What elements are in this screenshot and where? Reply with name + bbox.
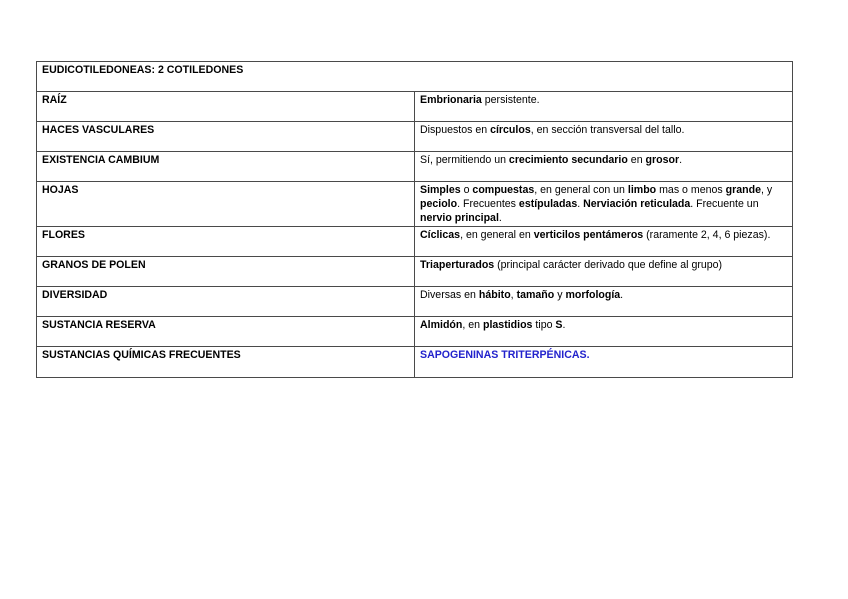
text-run: .	[679, 154, 683, 166]
text-run: . Frecuente un	[690, 198, 759, 210]
table-row	[37, 92, 793, 122]
text-run: , en general en	[460, 229, 534, 241]
row-label: RAÍZ	[37, 92, 415, 122]
text-run: .	[577, 198, 584, 210]
table-row	[37, 227, 793, 257]
bold-text-run: Almidón	[420, 319, 463, 331]
row-label: EXISTENCIA CAMBIUM	[37, 152, 415, 182]
text-run: ,	[510, 289, 517, 301]
text-run: , en general con un	[534, 184, 628, 196]
table-title: EUDICOTILEDONEAS: 2 COTILEDONES	[37, 62, 793, 92]
text-run: .	[562, 319, 566, 331]
bold-text-run: grosor	[645, 154, 680, 166]
text-run: Dispuestos en	[420, 124, 491, 136]
table-row	[37, 287, 793, 317]
text-run: Diversas en	[420, 289, 479, 301]
table-header-row	[37, 62, 793, 92]
bold-text-run: peciolo	[420, 198, 458, 210]
row-label: SUSTANCIAS QUÍMICAS FRECUENTES	[37, 347, 415, 378]
table-row	[37, 257, 793, 287]
row-value	[415, 92, 793, 122]
bold-text-run: Simples	[420, 184, 461, 196]
row-value	[415, 287, 793, 317]
bold-text-run: S	[555, 319, 563, 331]
bold-text-run: morfología	[565, 289, 621, 301]
bold-text-run: crecimiento secundario	[508, 154, 628, 166]
row-value	[415, 317, 793, 347]
table-row	[37, 317, 793, 347]
table-row	[37, 152, 793, 182]
bold-text-run: Embrionaria	[420, 94, 482, 106]
row-value	[415, 347, 793, 378]
bold-text-run: compuestas	[472, 184, 535, 196]
text-run: Sí, permitiendo un	[420, 154, 509, 166]
text-run: , y	[760, 184, 773, 196]
bold-text-run: grande	[725, 184, 761, 196]
bold-text-run: tamaño	[516, 289, 555, 301]
text-run: mas o menos	[656, 184, 726, 196]
bold-text-run: SAPOGENINAS TRITERPÉNICAS.	[420, 349, 590, 361]
table-row	[37, 122, 793, 152]
bold-text-run: Cíclicas	[420, 229, 461, 241]
text-run: y	[554, 289, 566, 301]
row-label: HACES VASCULARES	[37, 122, 415, 152]
bold-text-run: Triaperturados	[420, 259, 495, 271]
text-run: .	[620, 289, 624, 301]
row-label: FLORES	[37, 227, 415, 257]
bold-text-run: hábito	[478, 289, 511, 301]
text-run: , en	[462, 319, 483, 331]
row-value	[415, 227, 793, 257]
text-run: .	[498, 212, 502, 224]
row-label: DIVERSIDAD	[37, 287, 415, 317]
text-run: persistente.	[481, 94, 540, 106]
bold-text-run: estípuladas	[518, 198, 578, 210]
text-run: (raramente 2, 4, 6 piezas).	[643, 229, 771, 241]
row-value	[415, 152, 793, 182]
text-run: o	[460, 184, 473, 196]
row-label: GRANOS DE POLEN	[37, 257, 415, 287]
bold-text-run: círculos	[490, 124, 531, 136]
text-run: . Frecuentes	[457, 198, 519, 210]
table-row	[37, 347, 793, 378]
bold-text-run: nervio principal	[420, 212, 499, 224]
row-label: HOJAS	[37, 182, 415, 227]
row-value	[415, 257, 793, 287]
text-run: , en sección transversal del tallo.	[530, 124, 685, 136]
taxonomy-table	[36, 61, 793, 378]
text-run: (principal carácter derivado que define al grupo)	[494, 259, 723, 271]
row-value	[415, 122, 793, 152]
row-value	[415, 182, 793, 227]
text-run: en	[627, 154, 646, 166]
bold-text-run: Nerviación reticulada	[583, 198, 691, 210]
bold-text-run: verticilos pentámeros	[533, 229, 644, 241]
row-label: SUSTANCIA RESERVA	[37, 317, 415, 347]
text-run: tipo	[532, 319, 556, 331]
bold-text-run: plastidios	[483, 319, 533, 331]
bold-text-run: limbo	[627, 184, 657, 196]
table-row	[37, 182, 793, 227]
